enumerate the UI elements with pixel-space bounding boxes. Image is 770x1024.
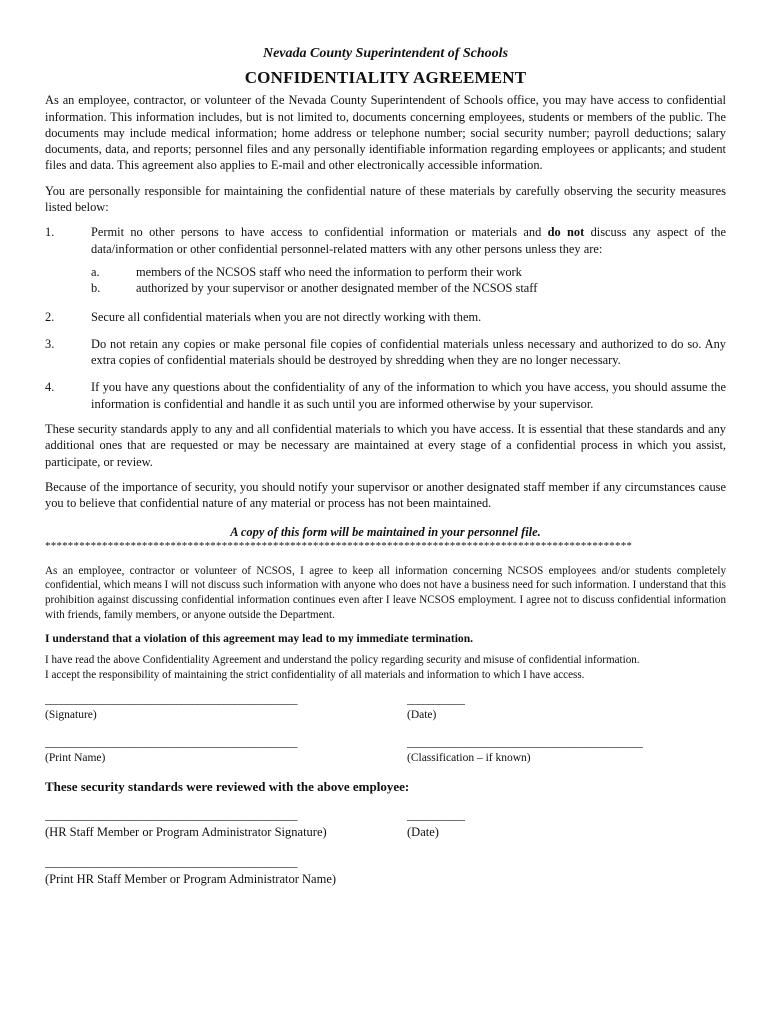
hr-name-label: (Print HR Staff Member or Program Administrator Name): [45, 871, 337, 886]
list-number: 4.: [45, 380, 55, 395]
hr-date-label: (Date): [407, 824, 439, 839]
document-page: [45, 46, 726, 887]
list-text: Permit no other persons to have access to confidential information or materials and do not discuss any aspect of the data/information or other confidential personnel-related matters with any other persons unless they are:: [91, 225, 726, 256]
separator-stars: *******************************************************************************************************: [45, 539, 633, 552]
list-item-2: [45, 309, 726, 325]
emphasis-do-not: do not: [547, 225, 585, 240]
acknowledgement-line-2: I accept the responsibility of maintaining the strict confidentiality of all materials and information to which I have access.: [45, 669, 585, 682]
acknowledgement-section: [45, 653, 726, 683]
sub-letter: b.: [91, 281, 101, 296]
list-number: 2.: [45, 309, 55, 324]
hr-name-row: [45, 858, 726, 887]
violation-statement: I understand that a violation of this agreement may lead to my immediate termination.: [45, 632, 474, 646]
copy-note: A copy of this form will be maintained in your personnel file.: [230, 524, 541, 539]
hr-date-line: ___________: [407, 810, 465, 821]
date-field[interactable]: [407, 695, 465, 722]
reviewed-heading: These security standards were reviewed with the above employee:: [45, 778, 410, 794]
sub-letter: a.: [91, 264, 100, 279]
classification-field[interactable]: [407, 738, 643, 765]
list-item-1: [45, 224, 726, 257]
hr-signature-field[interactable]: [45, 811, 407, 840]
classification-label: (Classification – if known): [407, 751, 531, 764]
list-text: Do not retain any copies or make personal file copies of confidential materials unless necessary and authorized to do so. Any extra copies of confidential materials should be destroyed by shredding when they are no longer necessary.: [91, 336, 726, 368]
signature-line: ________________________________________________: [45, 694, 297, 705]
sub-item-a: [91, 264, 726, 280]
hr-name-line: ________________________________________________: [45, 857, 297, 868]
importance-paragraph: Because of the importance of security, you should notify your supervisor or another designated staff member if any circumstances cause you to believe that confidential nature of any material or process has not been maintained.: [45, 479, 726, 511]
responsibility-paragraph: You are personally responsible for maintaining the confidential nature of these materials by carefully observing the security measures listed below:: [45, 183, 726, 215]
signature-row: [45, 695, 726, 722]
date-label: (Date): [407, 708, 437, 721]
standards-paragraph: These security standards apply to any and all confidential materials to which you have access. It is essential that these standards and any additional ones that are requested or may be necessary are maintained at every stage of a confidential process in which you assist, participate, or review.: [45, 422, 726, 469]
sub-item-b: [91, 280, 726, 296]
acknowledgement-line-1: I have read the above Confidentiality Agreement and understand the policy regarding security and misuse of confidential information.: [45, 654, 640, 667]
print-name-line: ________________________________________________: [45, 737, 297, 748]
hr-signature-line: ________________________________________________: [45, 810, 297, 821]
signature-field[interactable]: [45, 695, 407, 722]
signature-label: (Signature): [45, 708, 97, 721]
hr-signature-row: [45, 811, 726, 840]
hr-name-field[interactable]: [45, 858, 407, 887]
print-name-row: [45, 738, 726, 765]
page-title: CONFIDENTIALITY AGREEMENT: [244, 68, 527, 88]
list-item-3: [45, 336, 726, 369]
print-name-field[interactable]: [45, 738, 407, 765]
sub-list: [45, 264, 726, 297]
hr-date-field[interactable]: [407, 811, 465, 840]
list-number: 3.: [45, 336, 55, 351]
print-name-label: (Print Name): [45, 751, 106, 764]
list-text: If you have any questions about the confidentiality of any of the information to which you have access, you should assume the information is confidential and handle it as such until you are informed otherwise by your supervisor.: [91, 380, 726, 411]
list-text: Secure all confidential materials when you are not directly working with them.: [91, 309, 482, 324]
classification-line: _____________________________________________: [407, 737, 644, 748]
hr-signature-label: (HR Staff Member or Program Administrator Signature): [45, 824, 327, 839]
sub-text: members of the NCSOS staff who need the information to perform their work: [136, 264, 522, 279]
list-item-4: [45, 379, 726, 412]
agreement-paragraph: As an employee, contractor or volunteer of NCSOS, I agree to keep all information concerning NCSOS employees and/or students completely confidential, which means I will not discuss such information with anyone who does not have a business need for such information. I understand that this prohibition against discussing confidential information continues even after I leave NCSOS employment. I agree not to discuss confidential information with friends, family members, or anyone outside the Department.: [45, 564, 726, 622]
sub-text: authorized by your supervisor or another designated member of the NCSOS staff: [136, 281, 538, 296]
agreement-section: [45, 564, 726, 624]
date-line: ___________: [407, 694, 465, 705]
intro-paragraph: As an employee, contractor, or volunteer of the Nevada County Superintendent of Schools office, you may have access to confidential information. This information includes, but is not limited to, documents concerning employees, students or members of the public. The documents may include medical information; home address or telephone number; social security number; payroll deductions; salary documents, data, and reports; personnel files and any personally identifiable information regarding employees or applicants; and student files and data. This agreement also applies to E-mail and other electronically accessible information.: [45, 93, 726, 173]
organization-name: Nevada County Superintendent of Schools: [262, 46, 509, 61]
list-number: 1.: [45, 225, 55, 240]
